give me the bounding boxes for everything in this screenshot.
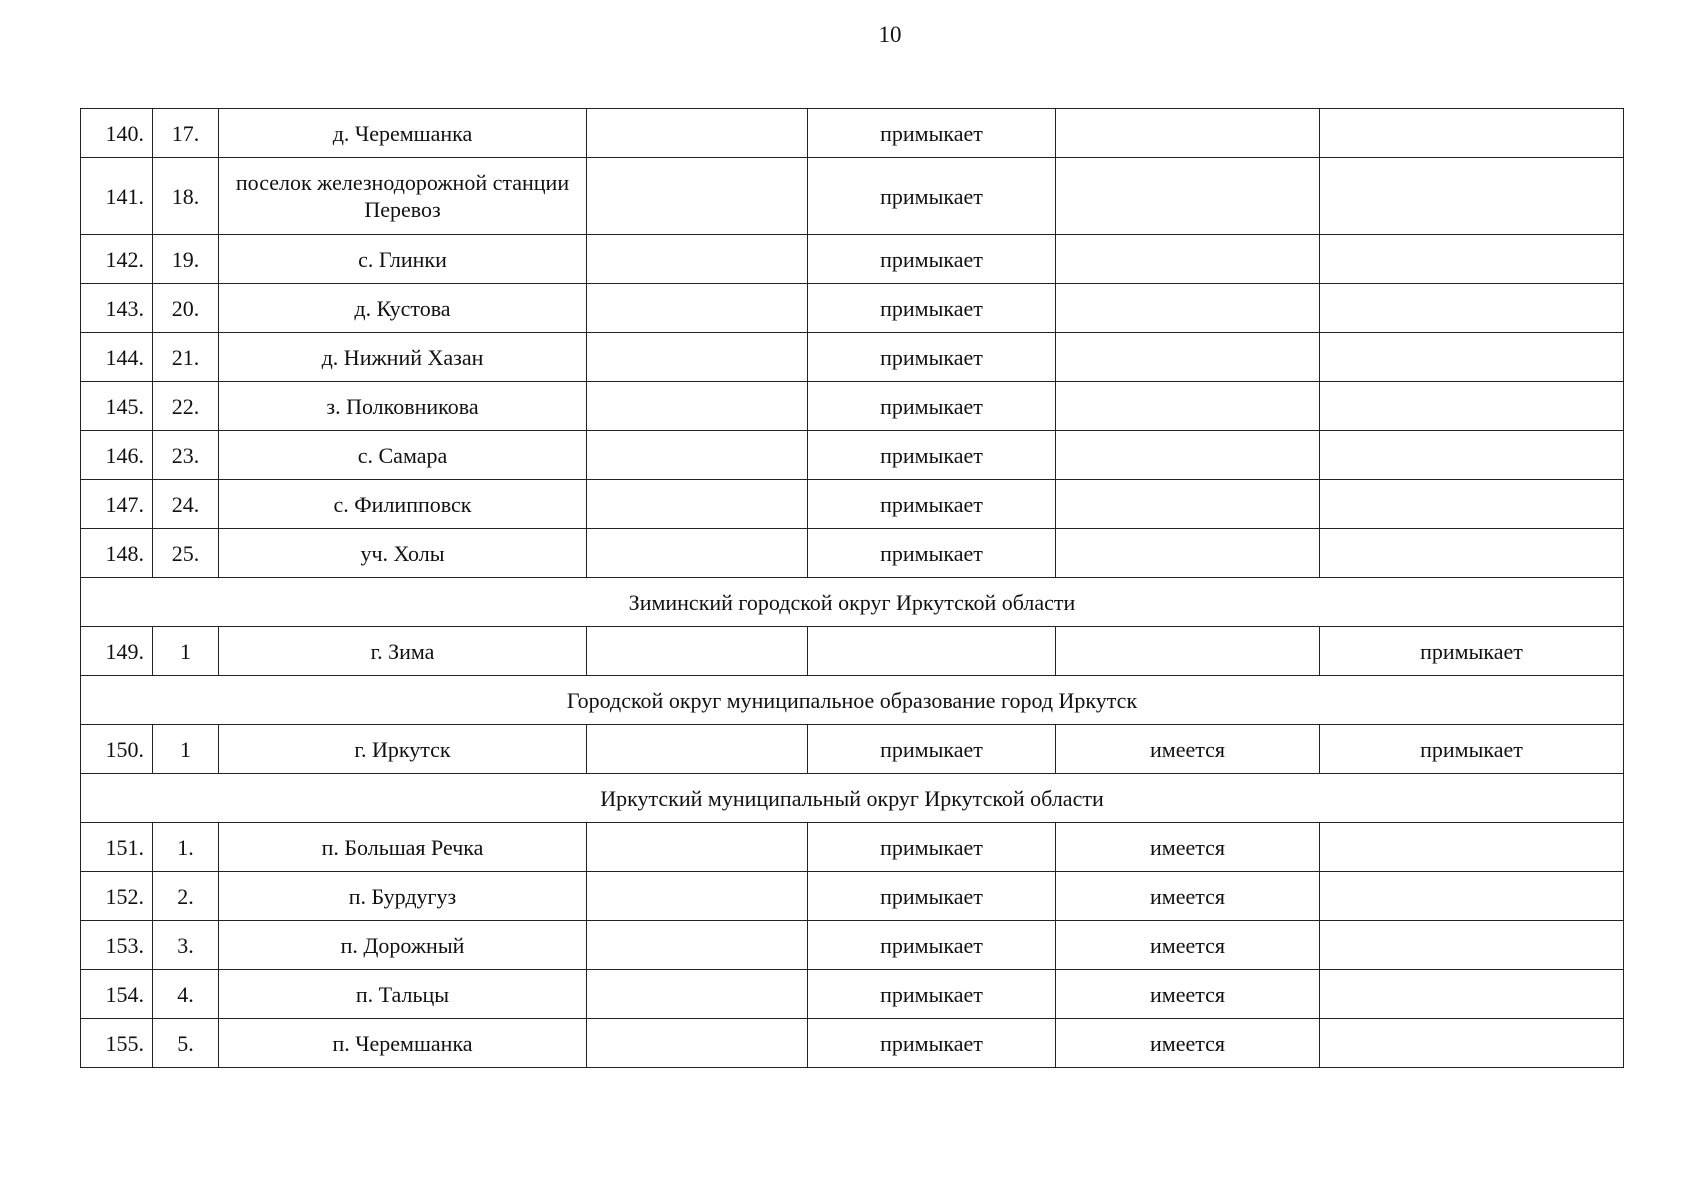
column-4-cell bbox=[587, 529, 808, 578]
column-4-cell bbox=[587, 725, 808, 774]
column-5-cell: примыкает bbox=[808, 284, 1056, 333]
table-row bbox=[81, 333, 1624, 382]
row-subnumber-cell: 18. bbox=[153, 158, 219, 235]
row-number-cell: 140. bbox=[81, 109, 153, 158]
column-7-cell bbox=[1320, 333, 1624, 382]
column-7-cell bbox=[1320, 1019, 1624, 1068]
column-7-cell bbox=[1320, 823, 1624, 872]
row-number-cell: 152. bbox=[81, 872, 153, 921]
table-row bbox=[81, 529, 1624, 578]
settlement-name-cell: д. Черемшанка bbox=[219, 109, 587, 158]
column-5-cell: примыкает bbox=[808, 823, 1056, 872]
table-row bbox=[81, 382, 1624, 431]
row-number-cell: 151. bbox=[81, 823, 153, 872]
column-6-cell bbox=[1056, 382, 1320, 431]
column-6-cell: имеется bbox=[1056, 823, 1320, 872]
row-subnumber-cell: 20. bbox=[153, 284, 219, 333]
column-4-cell bbox=[587, 480, 808, 529]
column-5-cell: примыкает bbox=[808, 333, 1056, 382]
row-subnumber-cell: 1 bbox=[153, 725, 219, 774]
column-4-cell bbox=[587, 823, 808, 872]
settlement-name-cell: поселок железнодорожной станции Перевоз bbox=[219, 158, 587, 235]
settlement-name-cell: п. Бурдугуз bbox=[219, 872, 587, 921]
column-6-cell bbox=[1056, 627, 1320, 676]
row-number-cell: 155. bbox=[81, 1019, 153, 1068]
section-row bbox=[81, 676, 1624, 725]
table-row bbox=[81, 921, 1624, 970]
column-7-cell bbox=[1320, 109, 1624, 158]
settlement-name-cell: с. Самара bbox=[219, 431, 587, 480]
column-6-cell bbox=[1056, 284, 1320, 333]
column-5-cell: примыкает bbox=[808, 109, 1056, 158]
row-number-cell: 153. bbox=[81, 921, 153, 970]
column-5-cell: примыкает bbox=[808, 1019, 1056, 1068]
column-7-cell bbox=[1320, 529, 1624, 578]
column-5-cell: примыкает bbox=[808, 235, 1056, 284]
table-row bbox=[81, 109, 1624, 158]
column-7-cell bbox=[1320, 921, 1624, 970]
row-number-cell: 144. bbox=[81, 333, 153, 382]
column-5-cell bbox=[808, 627, 1056, 676]
column-5-cell: примыкает bbox=[808, 529, 1056, 578]
settlement-name-cell: д. Нижний Хазан bbox=[219, 333, 587, 382]
row-subnumber-cell: 5. bbox=[153, 1019, 219, 1068]
column-4-cell bbox=[587, 109, 808, 158]
row-subnumber-cell: 4. bbox=[153, 970, 219, 1019]
table-row bbox=[81, 235, 1624, 284]
section-row bbox=[81, 774, 1624, 823]
table-body bbox=[81, 109, 1624, 1068]
settlement-name-cell: п. Тальцы bbox=[219, 970, 587, 1019]
row-number-cell: 143. bbox=[81, 284, 153, 333]
settlement-name-cell: г. Иркутск bbox=[219, 725, 587, 774]
column-7-cell: примыкает bbox=[1320, 627, 1624, 676]
table-row bbox=[81, 970, 1624, 1019]
column-7-cell bbox=[1320, 872, 1624, 921]
row-number-cell: 141. bbox=[81, 158, 153, 235]
row-number-cell: 145. bbox=[81, 382, 153, 431]
settlement-name-cell: п. Дорожный bbox=[219, 921, 587, 970]
settlement-name-cell: д. Кустова bbox=[219, 284, 587, 333]
column-6-cell bbox=[1056, 333, 1320, 382]
table-row bbox=[81, 725, 1624, 774]
column-7-cell bbox=[1320, 970, 1624, 1019]
row-number-cell: 154. bbox=[81, 970, 153, 1019]
column-6-cell bbox=[1056, 235, 1320, 284]
settlement-name-cell: г. Зима bbox=[219, 627, 587, 676]
table-row bbox=[81, 823, 1624, 872]
column-4-cell bbox=[587, 1019, 808, 1068]
row-subnumber-cell: 22. bbox=[153, 382, 219, 431]
column-6-cell bbox=[1056, 480, 1320, 529]
row-subnumber-cell: 23. bbox=[153, 431, 219, 480]
column-7-cell bbox=[1320, 158, 1624, 235]
settlement-name-cell: с. Глинки bbox=[219, 235, 587, 284]
column-5-cell: примыкает bbox=[808, 431, 1056, 480]
row-number-cell: 149. bbox=[81, 627, 153, 676]
column-4-cell bbox=[587, 431, 808, 480]
column-5-cell: примыкает bbox=[808, 921, 1056, 970]
column-7-cell bbox=[1320, 480, 1624, 529]
column-4-cell bbox=[587, 872, 808, 921]
column-7-cell bbox=[1320, 235, 1624, 284]
column-5-cell: примыкает bbox=[808, 382, 1056, 431]
column-4-cell bbox=[587, 627, 808, 676]
column-6-cell: имеется bbox=[1056, 970, 1320, 1019]
row-subnumber-cell: 3. bbox=[153, 921, 219, 970]
column-5-cell: примыкает bbox=[808, 158, 1056, 235]
row-subnumber-cell: 19. bbox=[153, 235, 219, 284]
column-4-cell bbox=[587, 333, 808, 382]
row-subnumber-cell: 21. bbox=[153, 333, 219, 382]
page-number: 10 bbox=[878, 22, 902, 47]
column-6-cell bbox=[1056, 109, 1320, 158]
column-7-cell bbox=[1320, 284, 1624, 333]
column-6-cell: имеется bbox=[1056, 921, 1320, 970]
column-4-cell bbox=[587, 921, 808, 970]
section-heading: Городской округ муниципальное образование город Иркутск bbox=[81, 676, 1624, 725]
table-row bbox=[81, 158, 1624, 235]
row-subnumber-cell: 1. bbox=[153, 823, 219, 872]
column-5-cell: примыкает bbox=[808, 970, 1056, 1019]
table-row bbox=[81, 872, 1624, 921]
section-row bbox=[81, 578, 1624, 627]
column-5-cell: примыкает bbox=[808, 725, 1056, 774]
column-6-cell: имеется bbox=[1056, 1019, 1320, 1068]
section-heading: Иркутский муниципальный округ Иркутской области bbox=[81, 774, 1624, 823]
row-number-cell: 146. bbox=[81, 431, 153, 480]
row-subnumber-cell: 17. bbox=[153, 109, 219, 158]
settlement-name-cell: п. Черемшанка bbox=[219, 1019, 587, 1068]
column-4-cell bbox=[587, 284, 808, 333]
column-6-cell: имеется bbox=[1056, 725, 1320, 774]
column-6-cell bbox=[1056, 158, 1320, 235]
row-number-cell: 148. bbox=[81, 529, 153, 578]
column-6-cell: имеется bbox=[1056, 872, 1320, 921]
column-7-cell bbox=[1320, 431, 1624, 480]
column-4-cell bbox=[587, 158, 808, 235]
section-heading: Зиминский городской округ Иркутской области bbox=[81, 578, 1624, 627]
table-row bbox=[81, 627, 1624, 676]
table-row bbox=[81, 1019, 1624, 1068]
settlement-name-cell: з. Полковникова bbox=[219, 382, 587, 431]
column-4-cell bbox=[587, 382, 808, 431]
row-number-cell: 147. bbox=[81, 480, 153, 529]
row-subnumber-cell: 25. bbox=[153, 529, 219, 578]
column-7-cell: примыкает bbox=[1320, 725, 1624, 774]
settlement-name-cell: п. Большая Речка bbox=[219, 823, 587, 872]
row-subnumber-cell: 24. bbox=[153, 480, 219, 529]
settlement-name-cell: с. Филипповск bbox=[219, 480, 587, 529]
column-6-cell bbox=[1056, 529, 1320, 578]
column-6-cell bbox=[1056, 431, 1320, 480]
column-7-cell bbox=[1320, 382, 1624, 431]
settlement-name-cell: уч. Холы bbox=[219, 529, 587, 578]
column-5-cell: примыкает bbox=[808, 480, 1056, 529]
table-row bbox=[81, 284, 1624, 333]
row-subnumber-cell: 1 bbox=[153, 627, 219, 676]
column-4-cell bbox=[587, 970, 808, 1019]
column-5-cell: примыкает bbox=[808, 872, 1056, 921]
column-4-cell bbox=[587, 235, 808, 284]
row-subnumber-cell: 2. bbox=[153, 872, 219, 921]
table-row bbox=[81, 431, 1624, 480]
settlements-table bbox=[80, 108, 1624, 1068]
row-number-cell: 150. bbox=[81, 725, 153, 774]
table-row bbox=[81, 480, 1624, 529]
row-number-cell: 142. bbox=[81, 235, 153, 284]
